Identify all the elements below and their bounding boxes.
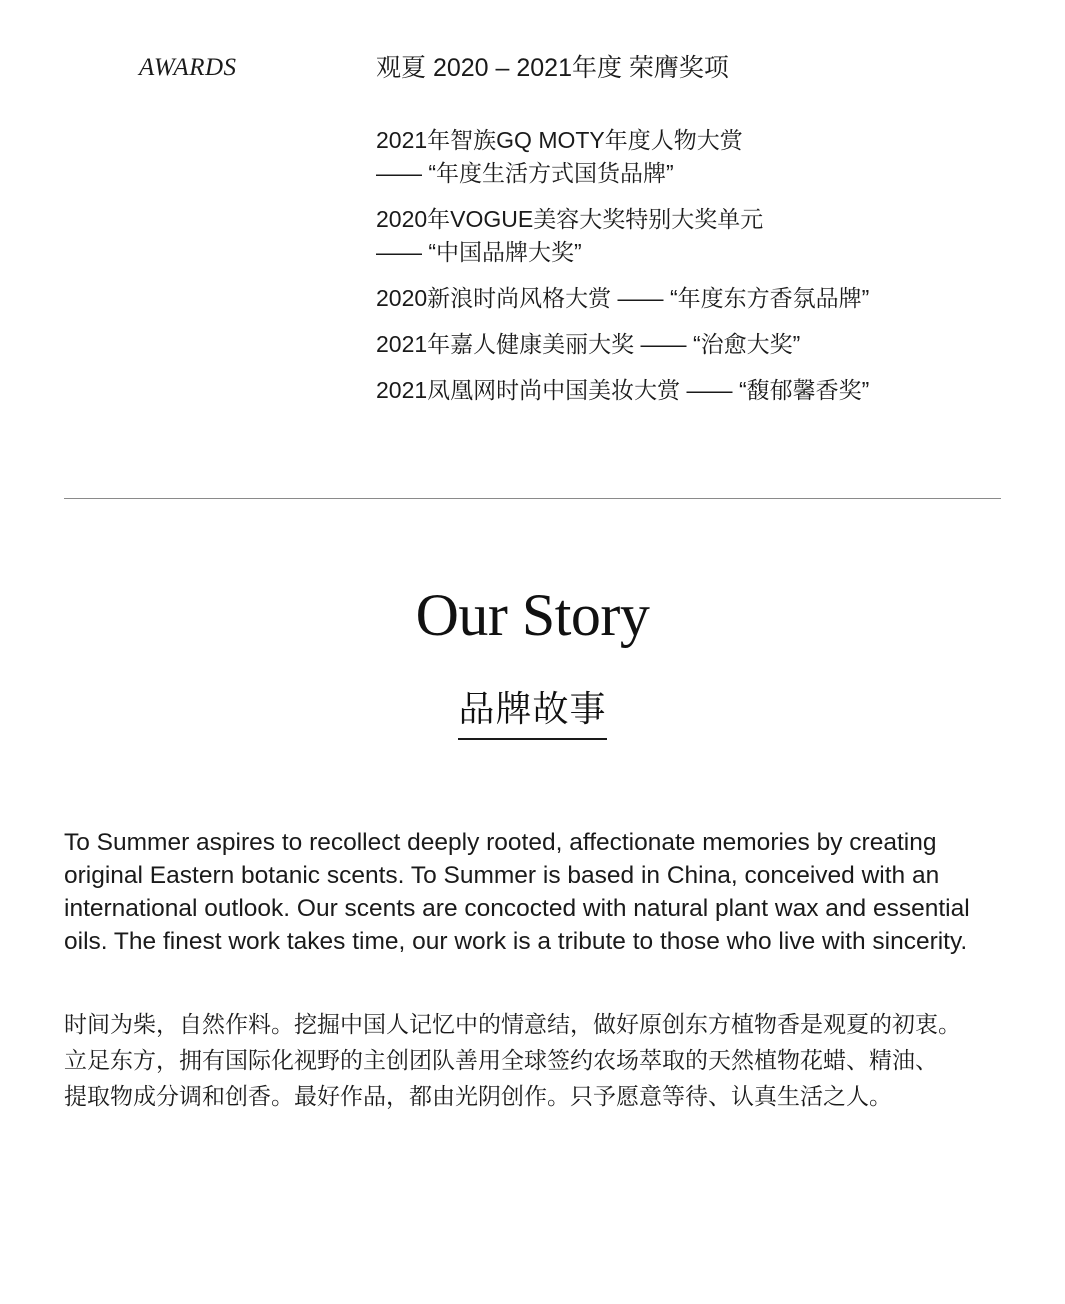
award-item bbox=[376, 203, 869, 269]
story-english-paragraph bbox=[64, 826, 1004, 958]
story-chinese-paragraph bbox=[64, 1006, 1014, 1114]
story-heading: Our Story bbox=[415, 582, 650, 648]
award-item bbox=[376, 124, 869, 190]
award-name: 2021年智族GQ MOTY年度人物大赏 bbox=[376, 127, 743, 153]
award-item bbox=[376, 328, 869, 361]
awards-list bbox=[376, 124, 869, 420]
story-chinese-line: 时间为柴，自然作料。挖掘中国人记忆中的情意结，做好原创东方植物香是观夏的初衷。 bbox=[64, 1011, 961, 1037]
award-name: 2021凤凰网时尚中国美妆大赏 —— “馥郁馨香奖” bbox=[376, 377, 870, 403]
award-title: —— “年度生活方式国货品牌” bbox=[376, 160, 674, 186]
story-chinese-line: 立足东方，拥有国际化视野的主创团队善用全球签约农场萃取的天然植物花蜡、精油、 bbox=[64, 1047, 938, 1073]
story-english-line: oils. The finest work takes time, our work is a tribute to those who live with sincerity. bbox=[64, 928, 968, 955]
story-subheading: 品牌故事 bbox=[458, 686, 606, 740]
story-english-line: To Summer aspires to recollect deeply rooted, affectionate memories by creating bbox=[64, 829, 937, 856]
award-title: —— “中国品牌大奖” bbox=[376, 239, 582, 265]
story-chinese-line: 提取物成分调和创香。最好作品，都由光阴创作。只予愿意等待、认真生活之人。 bbox=[64, 1083, 892, 1109]
story-english-line: international outlook. Our scents are concocted with natural plant wax and essential bbox=[64, 895, 970, 922]
section-divider bbox=[64, 498, 1001, 499]
award-item bbox=[376, 282, 869, 315]
award-name: 2020新浪时尚风格大赏 —— “年度东方香氛品牌” bbox=[376, 285, 870, 311]
awards-label: AWARDS bbox=[139, 54, 237, 81]
award-name: 2021年嘉人健康美丽大奖 —— “治愈大奖” bbox=[376, 331, 801, 357]
story-subheading-wrap bbox=[0, 686, 1065, 740]
award-item bbox=[376, 374, 869, 407]
story-english-line: original Eastern botanic scents. To Summer is based in China, conceived with an bbox=[64, 862, 940, 889]
award-name: 2020年VOGUE美容大奖特别大奖单元 bbox=[376, 206, 764, 232]
awards-title: 观夏 2020 – 2021年度 荣膺奖项 bbox=[376, 54, 729, 82]
